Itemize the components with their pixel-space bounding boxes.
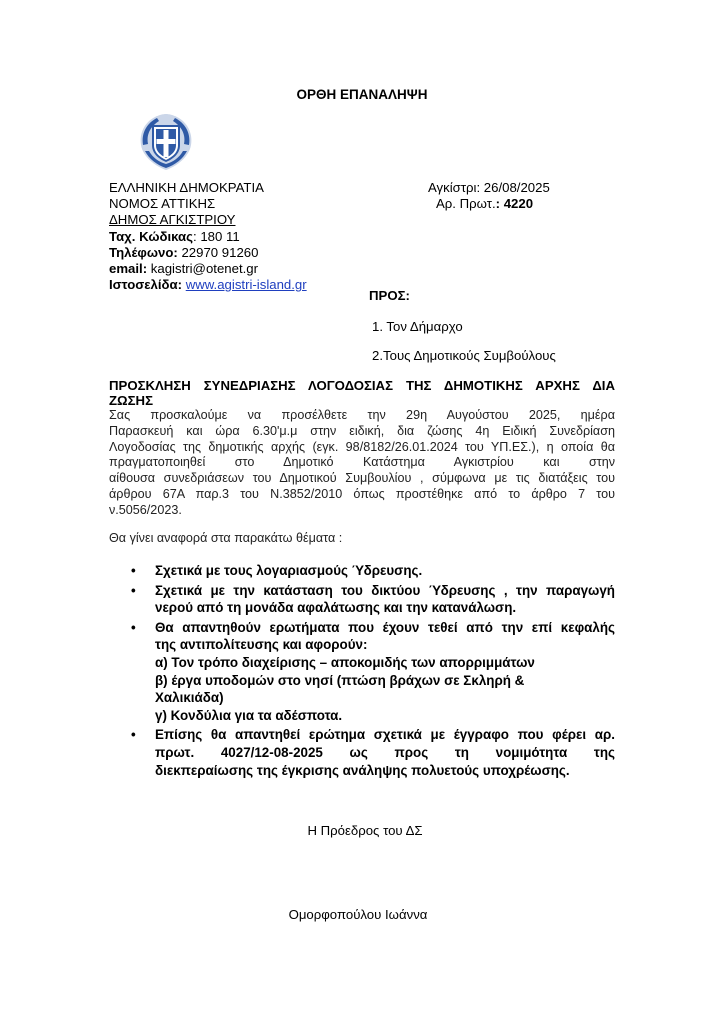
paragraph-line: Παρασκευή και ώρα 6.30'μ.μ στην ειδική, δια ζώσης 4η Ειδική Συνεδρίαση [109,423,615,438]
document-title: ΟΡΘΗ ΕΠΑΝΑΛΗΨΗ [296,87,428,102]
topic-line: της αντιπολίτευσης και αφορούν: [155,637,368,653]
paragraph-line: πραγματοποιηθεί στο Δημοτικό Κατάστημα Αγκιστρίου και στην [109,455,615,470]
topic-line: Σχετικά με τους λογαριασμούς Ύδρευσης. [155,563,423,578]
signer-role: Η Πρόεδρος του ΔΣ [307,823,423,838]
email-value: kagistri@otenet.gr [147,261,259,277]
topic-item [131,726,615,779]
subject-heading: ΠΡΟΣΚΛΗΣΗ ΣΥΝΕΔΡΙΑΣΗΣ ΛΟΓΟΔΟΣΙΑΣ ΤΗΣ ΔΗΜΟΤΙΚΗΣ ΑΡΧΗΣ ΔΙΑ [109,378,615,393]
protocol-label: Αρ. Πρωτ. [436,196,496,212]
recipient-item: 1. Τον Δήμαρχο [372,319,463,334]
topic-item [131,562,615,580]
signer-name: Ομορφοπούλου Ιωάννα [288,907,428,922]
date-protocol-block [428,180,550,212]
paragraph-line: Σας προσκαλούμε να προσέλθετε την 29η Αυγούστου 2025, ημέρα [109,408,615,422]
sender-prefecture: ΝΟΜΟΣ ΑΤΤΙΚΗΣ [109,196,216,212]
bullet-icon: • [131,563,136,578]
email-label: email: [109,261,148,277]
topic-line: α) Τον τρόπο διαχείρισης – αποκομιδής των απορριμμάτων [155,654,535,670]
topic-item [131,582,615,617]
invitation-paragraph [109,408,615,519]
email-line [109,261,307,277]
website-link[interactable]: www.agistri-island.gr [185,277,307,293]
phone-label: Τηλέφωνο: [109,244,178,260]
paragraph-line: άρθρου 67Α παρ.3 του Ν.3852/2010 όπως προστέθηκε από το άρθρο 7 του [109,486,615,501]
sender-block [109,180,307,293]
topics-list [131,562,615,781]
subject-heading-continued: ΖΩΣΗΣ [109,393,153,408]
website-label: Ιστοσελίδα: [109,277,183,293]
topics-intro: Θα γίνει αναφορά στα παρακάτω θέματα : [109,531,343,545]
protocol-line [428,196,550,212]
topic-line: Χαλικιάδα) [155,690,224,706]
sender-municipality: ΔΗΜΟΣ ΑΓΚΙΣΤΡΙΟΥ [109,212,236,228]
protocol-number: : 4220 [495,196,534,212]
topic-line: γ) Κονδύλια για τα αδέσποτα. [155,707,343,723]
paragraph-line: αίθουσα συνεδριάσεων του Δημοτικού Συμβουλίου , σύμφωνα με τις διατάξεις του [109,471,615,486]
postal-code-value: : 180 11 [193,228,240,244]
website-line [109,277,307,293]
paragraph-line: Λογοδοσίας της δημοτικής αρχής (εγκ. 98/8182/26.01.2024 του ΥΠ.ΕΣ.), η οποία θα [109,439,615,454]
topic-line: Σχετικά με την κατάσταση του δικτύου Ύδρευσης , την παραγωγή [155,582,615,598]
place-date: Αγκίστρι: 26/08/2025 [428,180,550,195]
phone-value: 22970 91260 [177,244,259,260]
postal-code-line [109,229,307,245]
recipients-label: ΠΡΟΣ: [369,288,410,303]
sender-country: ΕΛΛΗΝΙΚΗ ΔΗΜΟΚΡΑΤΙΑ [109,180,264,195]
topic-line: νερού από τη μονάδα αφαλάτωσης και την κατανάλωση. [155,600,517,616]
bullet-icon: • [131,619,136,635]
greek-coat-of-arms-icon [135,111,197,173]
bullet-icon: • [131,727,136,743]
topic-line: διεκπεραίωσης της έγκρισης ανάληψης πολυετούς υποχρέωσης. [155,762,570,778]
recipient-item: 2.Τους Δημοτικούς Συμβούλους [372,348,556,363]
phone-line [109,245,307,261]
postal-code-label: Ταχ. Κώδικας [109,228,194,244]
bullet-icon: • [131,582,136,598]
topic-line: β) έργα υποδομών στο νησί (πτώση βράχων σε Σκληρή & [155,672,525,688]
topic-line: Επίσης θα απαντηθεί ερώτημα σχετικά με έγγραφο που φέρει αρ. [155,727,615,743]
topic-line: πρωτ. 4027/12-08-2025 ως προς τη νομιμότητα της [155,744,615,760]
paragraph-line: ν.5056/2023. [109,502,182,517]
topic-line: Θα απαντηθούν ερωτήματα που έχουν τεθεί από την επί κεφαλής [155,619,615,635]
topic-item [131,619,615,725]
